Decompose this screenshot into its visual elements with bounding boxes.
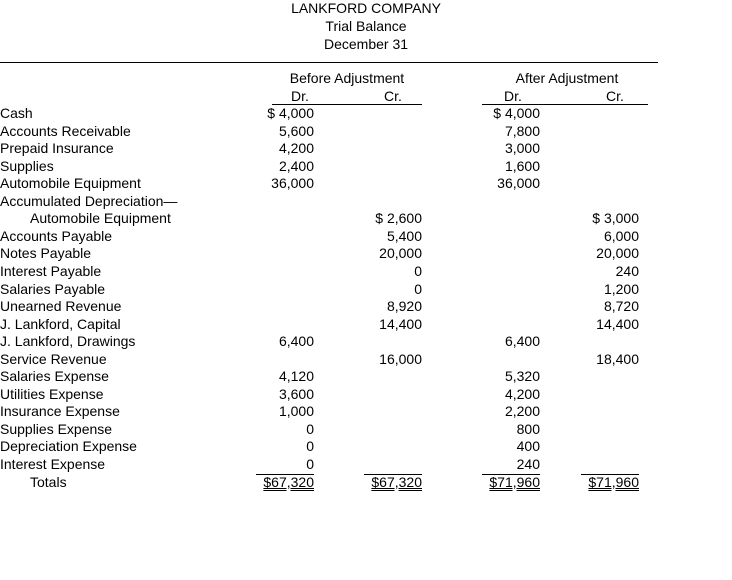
account-name: Notes Payable bbox=[0, 245, 92, 262]
before-dr-header: Dr. bbox=[291, 88, 309, 104]
before-cr-value: 14,400 bbox=[379, 315, 422, 332]
after-dr-value: 3,000 bbox=[504, 140, 540, 157]
account-row bbox=[0, 158, 732, 176]
account-row bbox=[0, 421, 732, 439]
account-row bbox=[0, 105, 732, 123]
after-dr-value: 5,320 bbox=[504, 368, 540, 385]
account-row bbox=[0, 281, 732, 299]
account-row bbox=[0, 386, 732, 404]
account-name: Salaries Expense bbox=[0, 368, 109, 385]
after-cr-value: 20,000 bbox=[596, 245, 639, 262]
account-name: Service Revenue bbox=[0, 350, 107, 367]
account-name: Unearned Revenue bbox=[0, 298, 122, 315]
before-cr-value: 0 bbox=[414, 280, 422, 297]
account-name: Accumulated Depreciation— bbox=[0, 192, 178, 209]
account-name: Accounts Receivable bbox=[0, 122, 131, 139]
after-cr-value: 1,200 bbox=[603, 280, 639, 297]
after-dr-value: 6,400 bbox=[504, 333, 540, 350]
account-name: J. Lankford, Capital bbox=[0, 315, 121, 332]
after-cr-value: 8,720 bbox=[603, 298, 639, 315]
account-name: Utilities Expense bbox=[0, 385, 104, 402]
before-dr-value: $ 4,000 bbox=[267, 105, 314, 121]
account-row bbox=[0, 456, 732, 474]
account-name: J. Lankford, Drawings bbox=[0, 333, 136, 350]
before-cr-value: 20,000 bbox=[379, 245, 422, 262]
account-row bbox=[0, 333, 732, 351]
company-name: LANKFORD COMPANY bbox=[291, 0, 441, 16]
account-name: Cash bbox=[0, 105, 33, 121]
account-name: Accounts Payable bbox=[0, 227, 113, 244]
after-cr-value: 6,000 bbox=[603, 227, 639, 244]
total-before-cr: $67,320 bbox=[371, 474, 422, 490]
after-dr-value: 7,800 bbox=[504, 122, 540, 139]
after-dr-value: 400 bbox=[516, 438, 540, 455]
after-dr-value: 2,200 bbox=[504, 403, 540, 420]
account-row bbox=[0, 245, 732, 263]
totals-label: Totals bbox=[30, 474, 67, 490]
after-dr-value: 800 bbox=[516, 420, 540, 437]
after-dr-value: 1,600 bbox=[504, 157, 540, 174]
before-dr-value: 6,400 bbox=[278, 333, 314, 350]
account-name: Depreciation Expense bbox=[0, 438, 137, 455]
account-row bbox=[0, 193, 732, 211]
account-name: Interest Expense bbox=[0, 456, 106, 472]
before-cr-value: 16,000 bbox=[379, 350, 422, 367]
before-dr-value: 36,000 bbox=[271, 175, 314, 192]
account-row bbox=[0, 175, 732, 193]
totals-row bbox=[0, 474, 732, 492]
after-dr-value: 36,000 bbox=[497, 175, 540, 192]
before-cr-header: Cr. bbox=[384, 88, 402, 104]
after-cr-header: Cr. bbox=[606, 88, 624, 104]
before-dr-value: 0 bbox=[306, 438, 314, 455]
before-dr-value: 0 bbox=[306, 420, 314, 437]
account-name: Interest Payable bbox=[0, 262, 102, 279]
before-cr-value: $ 2,600 bbox=[375, 210, 422, 227]
account-name: Supplies Expense bbox=[0, 420, 113, 437]
account-name: Insurance Expense bbox=[0, 403, 120, 420]
account-row bbox=[0, 140, 732, 158]
after-cr-value: $ 3,000 bbox=[592, 210, 639, 227]
report-date: December 31 bbox=[323, 36, 409, 52]
account-name: Automobile Equipment bbox=[0, 175, 141, 192]
after-adjustment-header: After Adjustment bbox=[515, 70, 619, 86]
after-dr-value: 240 bbox=[516, 456, 540, 472]
report-title: Trial Balance bbox=[325, 18, 407, 34]
after-cr-value: 18,400 bbox=[596, 350, 639, 367]
account-row bbox=[0, 368, 732, 386]
account-row bbox=[0, 316, 732, 334]
account-row bbox=[0, 403, 732, 421]
header-rule bbox=[0, 62, 658, 63]
after-dr-header: Dr. bbox=[504, 88, 522, 104]
account-row bbox=[0, 298, 732, 316]
total-after-cr: $71,960 bbox=[588, 474, 639, 490]
account-row bbox=[0, 123, 732, 141]
before-cr-value: 0 bbox=[414, 262, 422, 279]
account-name: Automobile Equipment bbox=[30, 210, 171, 227]
before-dr-value: 0 bbox=[306, 456, 314, 472]
account-row bbox=[0, 210, 732, 228]
before-dr-value: 2,400 bbox=[278, 157, 314, 174]
account-name: Prepaid Insurance bbox=[0, 140, 114, 157]
after-dr-value: 4,200 bbox=[504, 385, 540, 402]
before-dr-value: 1,000 bbox=[278, 403, 314, 420]
account-name: Supplies bbox=[0, 157, 54, 174]
after-dr-value: $ 4,000 bbox=[493, 105, 540, 121]
before-dr-value: 3,600 bbox=[278, 385, 314, 402]
before-dr-value: 5,600 bbox=[278, 122, 314, 139]
after-cr-value: 240 bbox=[615, 262, 639, 279]
account-row bbox=[0, 351, 732, 369]
before-dr-value: 4,200 bbox=[278, 140, 314, 157]
total-before-dr: $67,320 bbox=[263, 474, 314, 490]
before-dr-value: 4,120 bbox=[278, 368, 314, 385]
before-cr-value: 8,920 bbox=[386, 298, 422, 315]
before-adjustment-header: Before Adjustment bbox=[289, 70, 405, 86]
before-cr-value: 5,400 bbox=[386, 227, 422, 244]
total-after-dr: $71,960 bbox=[489, 474, 540, 490]
account-row bbox=[0, 228, 732, 246]
after-cr-value: 14,400 bbox=[596, 315, 639, 332]
account-row bbox=[0, 438, 732, 456]
account-name: Salaries Payable bbox=[0, 280, 106, 297]
account-row bbox=[0, 263, 732, 281]
